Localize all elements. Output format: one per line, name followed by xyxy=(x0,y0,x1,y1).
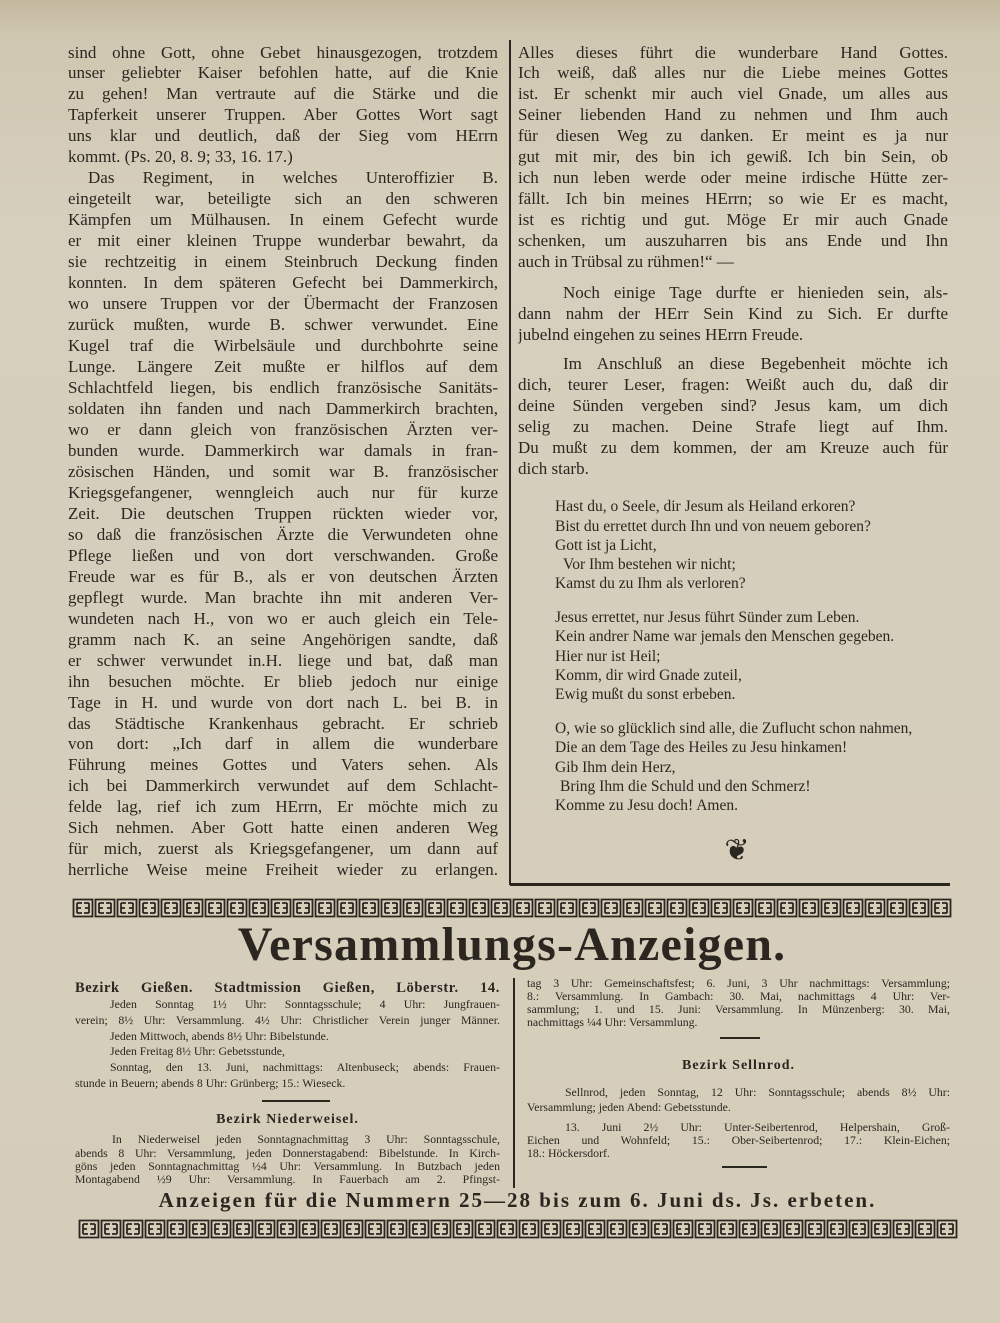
poem-line: Kein andrer Name war jemals den Menschen gegeben. xyxy=(555,628,895,646)
poem-stanza xyxy=(555,719,965,815)
text-line: das Städtische Krankenhaus gebracht. Er schrieb xyxy=(68,713,498,733)
district-niederweisel-schedule-continued xyxy=(527,977,950,1029)
short-separator xyxy=(720,1037,760,1039)
short-separator xyxy=(262,1100,330,1102)
text-line: dich, teurer Leser, fragen: Weißt auch du, daß dir xyxy=(518,375,948,395)
poem-line: Gib Ihm dein Herz, xyxy=(555,758,676,776)
text-line: er schwer verwundet in.H. liege und bat, daß man xyxy=(68,650,498,670)
text-line: sind ohne Gott, ohne Gebet hinausgezogen, trotzdem xyxy=(68,42,498,62)
poem-line: Jesus errettet, nur Jesus führt Sünder zum Leben. xyxy=(555,609,860,627)
text-line: fällt. Ich bin meines HErrn; so wie Er es macht, xyxy=(518,189,948,209)
text-line: wo unsere Truppen vor der Übermacht der Franzosen xyxy=(68,294,498,314)
text-line: Alles dieses führt die wunderbare Hand Gottes. xyxy=(518,42,948,62)
text-line: Schlachtfeld liegen, bis endlich französische Sanitäts- xyxy=(68,378,498,397)
text-line: uns klar und deutlich, daß der Sieg vom HErrn xyxy=(68,126,498,146)
text-line: eingeteilt war, beteiligte sich an den schweren xyxy=(68,189,498,209)
text-line: ich bei Dammerkirch verwundet auf dem Schlacht- xyxy=(68,776,498,796)
schedule-line: Jeden Freitag 8½ Uhr: Gebetsstunde, xyxy=(110,1044,285,1059)
schedule-line: sammlung; 1. und 15. Juni: Versammlung. In Münzenberg: 30. Mai, xyxy=(527,1002,950,1016)
paragraph-start-line: Das Regiment, in welches Unteroffizier B. xyxy=(88,168,498,188)
text-line: Zeit. Die deutschen Truppen rückten wieder vor, xyxy=(68,503,498,523)
text-line: Kriegsgefangener, wenngleich auch nur für kurze xyxy=(68,482,498,502)
text-line: für diesen Weg zu danken. Er meint es ja nur xyxy=(518,126,948,146)
poem xyxy=(555,497,965,815)
text-line: zu gehen! Man vertraute auf die Stärke und die xyxy=(68,84,498,104)
text-line: so daß die französischen Ärzte die Verwundeten ohne xyxy=(68,524,498,544)
poem-stanza xyxy=(555,497,965,593)
poem-line: Komm, dir wird Gnade zuteil, xyxy=(555,666,742,684)
schedule-line: Sonntag, den 13. Juni, nachmittags: Altenbuseck; abends: Frauen- xyxy=(110,1060,500,1075)
district-sellnrod-schedule xyxy=(527,1085,950,1115)
text-line: ist es richtig und gut. Möge Er mir auch Gnade xyxy=(518,210,948,230)
text-line: Du mußt zu dem kommen, der am Kreuze auch für xyxy=(518,437,948,457)
text-line: Pflege ließen und von dort verschwanden. Große xyxy=(68,545,498,565)
text-line: herrliche Weise meine Freiheit wieder zu erlangen. xyxy=(68,860,498,880)
text-line: dann nahm der HErr Sein Kind zu Sich. Er durfte xyxy=(518,304,948,324)
poem-line: Gott ist ja Licht, xyxy=(555,536,657,554)
poem-line: Die an dem Tage des Heiles zu Jesu hinkamen! xyxy=(555,739,848,757)
schedule-line: Eichen und Wohnfeld; 15.: Ober-Seibertenrod; 17.: Klein-Eichen; xyxy=(527,1133,950,1147)
schedule-line: Versammlung; jeden Abend: Gebetsstunde. xyxy=(527,1099,731,1114)
text-line: von dort: „Ich darf in allem die wunderbare xyxy=(68,734,498,754)
schedule-line: nachmittags ¼4 Uhr: Versammlung. xyxy=(527,1015,698,1029)
section-rule xyxy=(510,883,950,886)
district-niederweisel-schedule xyxy=(75,1133,500,1187)
poem-line: Kamst du zu Ihm als verloren? xyxy=(555,575,746,593)
paragraph-start-line: Im Anschluß an diese Begebenheit möchte ich xyxy=(563,354,948,374)
poem-line: Vor Ihm bestehen wir nicht; xyxy=(563,556,736,574)
poem-line: Bist du errettet durch Ihn und von neuem geboren? xyxy=(555,517,871,535)
article-right-column xyxy=(518,43,948,480)
text-line: er mit einer kleinen Truppe wunderbar bewahrt, da xyxy=(68,231,498,251)
announcement-column-divider xyxy=(513,978,515,1188)
poem-line: Ewig mußt du sonst erbeben. xyxy=(555,686,736,704)
announcement-deadline-notice: Anzeigen für die Nummern 25—28 bis zum 6. Juni ds. Js. erbeten. xyxy=(158,1188,877,1212)
text-line: konnten. In dem späteren Gefecht bei Dammerkirch, xyxy=(68,273,498,293)
district-niederweisel-heading: Bezirk Niederweisel. xyxy=(216,1112,359,1127)
text-line: Führung meines Gottes und Vaters sehen. Als xyxy=(68,755,498,775)
text-line: ihn besuchen möchte. Er blieb jedoch nur einige xyxy=(68,671,498,691)
text-line: ich nun leben werde oder meine irdische Hütte zer- xyxy=(518,168,948,188)
text-line: Kämpfen um Mülhausen. In einem Gefecht wurde xyxy=(68,210,498,230)
poem-line: Bring Ihm die Schuld und den Schmerz! xyxy=(560,777,811,795)
text-line: Kugel traf die Wirbelsäule und durchbohrte seine xyxy=(68,336,498,356)
schedule-line: abends 8 Uhr: Versammlung, jeden Donnerstagabend: Bibelstunde. In Kirch- xyxy=(75,1146,500,1160)
text-line: Tage in H. und wurde von dort nach L. bei B. in xyxy=(68,692,498,712)
poem-line: Hier nur ist Heil; xyxy=(555,647,661,665)
announcements-title: Versammlungs-Anzeigen. xyxy=(237,918,787,971)
district-giessen-schedule xyxy=(75,997,500,1092)
fleuron-icon xyxy=(720,832,754,870)
district-sellnrod-dates xyxy=(527,1121,950,1160)
text-line: kommt. (Ps. 20, 8. 9; 33, 16. 17.) xyxy=(68,147,293,167)
text-line: schenken, um auszuharren bis ans Ende und Ihn xyxy=(518,231,948,251)
poem-stanza xyxy=(555,608,965,704)
text-line: Freude war es für B., als er von deutschen Ärzten xyxy=(68,566,498,586)
text-line: auch in Trübsal zu rühmen!“ — xyxy=(518,252,734,272)
schedule-line: verein; 8½ Uhr: Versammlung. 4½ Uhr: Christlicher Verein junger Männer. xyxy=(75,1012,500,1027)
text-line: soldaten ihn fanden und nach Dammerkirch brachten, xyxy=(68,398,498,418)
schedule-line: stunde in Beuern; abends 8 Uhr: Grünberg; 15.: Wieseck. xyxy=(75,1075,346,1090)
poem-line: Komme zu Jesu doch! Amen. xyxy=(555,797,738,815)
district-sellnrod-heading: Bezirk Sellnrod. xyxy=(682,1058,795,1073)
text-line: Ich weiß, daß alles nur die Liebe meines Gottes xyxy=(518,63,948,83)
text-line: wundeten nach H., von wo er auch gleich ein Tele- xyxy=(68,608,498,628)
schedule-line: Montagabend ½9 Uhr: Versammlung. In Fauerbach am 2. Pfingst- xyxy=(75,1173,500,1187)
text-line: Sich nehmen. Aber Gott hatte einen anderen Weg xyxy=(68,818,498,838)
schedule-line: tag 3 Uhr: Gemeinschaftsfest; 6. Juni, 3 Uhr nachmittags: Versammlung; xyxy=(527,976,950,990)
district-giessen-heading: Bezirk Gießen. Stadtmission Gießen, Löberstr. 14. xyxy=(75,980,500,996)
text-line: deine Sünden vergeben sind? Jesus kam, um dich xyxy=(518,396,948,415)
paragraph-start-line: Noch einige Tage durfte er hienieden sein, als- xyxy=(563,283,948,303)
text-line: jubelnd eingehen zu seines HErrn Freude. xyxy=(518,325,804,345)
text-line: gramm nach K. an seine Angehörigen sandte, daß xyxy=(68,629,498,649)
text-line: bunden wurde. Dammerkirch war damals in fran- xyxy=(68,440,498,460)
schedule-line: 13. Juni 2½ Uhr: Unter-Seibertenrod, Helpershain, Groß- xyxy=(565,1120,950,1134)
text-line: Seiner liebenden Hand zu nehmen und Ihm auch xyxy=(518,105,948,125)
ornamental-border-top xyxy=(72,897,952,919)
text-line: zurück mußten, wurde B. schwer verwundet. Eine xyxy=(68,315,498,335)
schedule-line: Jeden Mittwoch, abends 8½ Uhr: Bibelstunde. xyxy=(110,1028,329,1043)
ornamental-border-bottom xyxy=(78,1218,958,1240)
schedule-line: 8.: Versammlung. In Gambach: 30. Mai, nachmittags 4 Uhr: Ver- xyxy=(527,989,950,1003)
schedule-line: 18.: Höckersdorf. xyxy=(527,1146,610,1160)
schedule-line: Sellnrod, jeden Sonntag, 12 Uhr: Sonntagsschule; abends 8½ Uhr: xyxy=(565,1084,950,1099)
poem-line: O, wie so glücklich sind alle, die Zuflucht schon nahmen, xyxy=(555,720,913,738)
short-separator xyxy=(722,1166,767,1168)
text-line: dich starb. xyxy=(518,458,589,478)
text-line: Tapferkeit unserer Truppen. Aber Gottes Wort sagt xyxy=(68,105,498,125)
article-left-column xyxy=(68,43,498,882)
text-line: für mich, zuerst als Kriegsgefangener, um dann auf xyxy=(68,839,498,859)
schedule-line: Jeden Sonntag 1½ Uhr: Sonntagsschule; 4 Uhr: Jungfrauen- xyxy=(110,997,500,1011)
poem-line: Hast du, o Seele, dir Jesum als Heiland erkoren? xyxy=(555,498,856,516)
text-line: gepflegt wurde. Man brachte ihn mit anderen Ver- xyxy=(68,587,498,607)
text-line: unser geliebter Kaiser befohlen hatte, auf die Knie xyxy=(68,63,498,83)
schedule-line: göns jeden Sonntagnachmittag ½4 Uhr: Versammlung. In Butzbach jeden xyxy=(75,1160,500,1174)
column-divider xyxy=(509,40,511,885)
text-line: felde lag, rief ich zum HErrn, Er möchte mich zu xyxy=(68,797,498,817)
text-line: gut mit mir, des bin ich gewiß. Ich bin Sein, ob xyxy=(518,147,948,167)
text-line: zösischen Händen, und somit war B. französischer xyxy=(68,461,498,481)
text-line: ist. Er schenkt mir auch viel Gnade, um alles aus xyxy=(518,84,948,104)
text-line: selig zu machen. Deine Strafe liegt auf Ihm. xyxy=(518,416,948,436)
text-line: wo er dann gleich von französischen Ärzten ver- xyxy=(68,419,498,439)
text-line: sie rechtzeitig in einem Steinbruch Deckung finden xyxy=(68,252,498,272)
text-line: Lunge. Längere Zeit mußte er hilflos auf dem xyxy=(68,357,498,377)
schedule-line: In Niederweisel jeden Sonntagnachmittag 3 Uhr: Sonntagsschule, xyxy=(112,1133,500,1147)
